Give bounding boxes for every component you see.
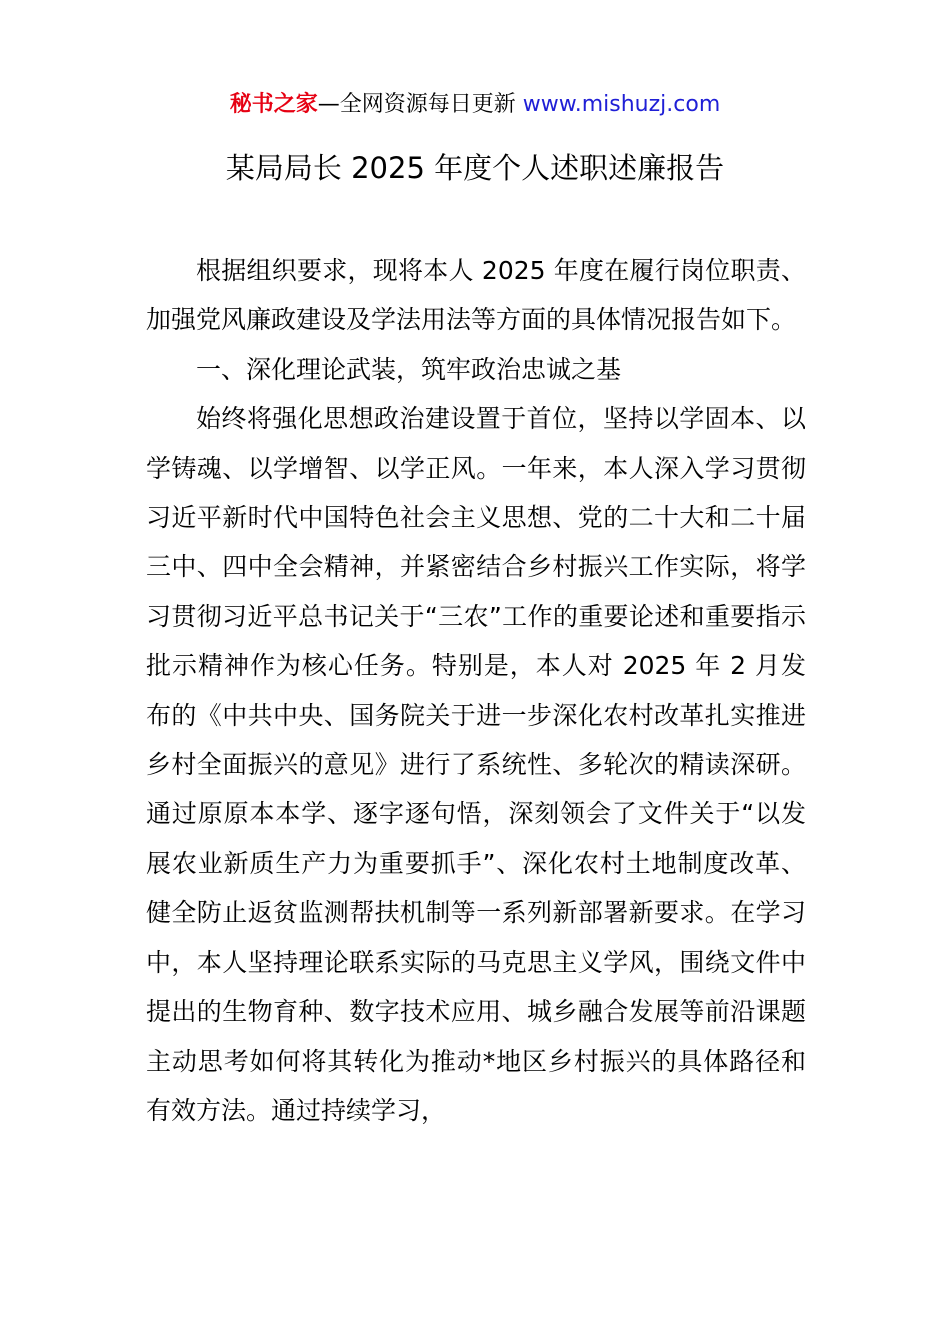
document-title: 某局局长 2025 年度个人述职述廉报告 <box>225 151 725 185</box>
site-header <box>0 88 950 122</box>
brand-name: 秘书之家 <box>229 92 318 117</box>
header-slogan: —全网资源每日更新 <box>317 92 523 117</box>
section-heading-1: 一、深化理论武装，筑牢政治忠诚之基 <box>196 354 622 384</box>
intro-paragraph: 根据组织要求，现将本人 2025 年度在履行岗位职责、加强党风廉政建设及学法用法等方面的具体情况报告如下。 <box>146 256 806 335</box>
document-body <box>146 246 806 1135</box>
site-url-link[interactable]: www.mishuzj.com <box>522 92 721 117</box>
body-paragraph: 始终将强化思想政治建设置于首位，坚持以学固本、以学铸魂、以学增智、以学正风。一年来，本人深入学习贯彻习近平新时代中国特色社会主义思想、党的二十大和二十届三中、四中全会精神，并紧密结合乡村振兴工作实际，将学习贯彻习近平总书记关于“三农”工作的重要论述和重要指示批示精神作为核心任务。特别是，本人对 2025 年 2 月发布的《中共中央、国务院关于进一步深化农村改革扎实推进乡村全面振兴的意见》进行了系统性、多轮次的精读深研。通过原原本本学、逐字逐句悟，深刻领会了文件关于“以发展农业新质生产力为重要抓手”、深化农村土地制度改革、健全防止返贫监测帮扶机制等一系列新部署新要求。在学习中，本人坚持理论联系实际的马克思主义学风，围绕文件中提出的生物育种、数字技术应用、城乡融合发展等前沿课题主动思考如何将其转化为推动*地区乡村振兴的具体路径和有效方法。通过持续学习， <box>146 404 806 1125</box>
